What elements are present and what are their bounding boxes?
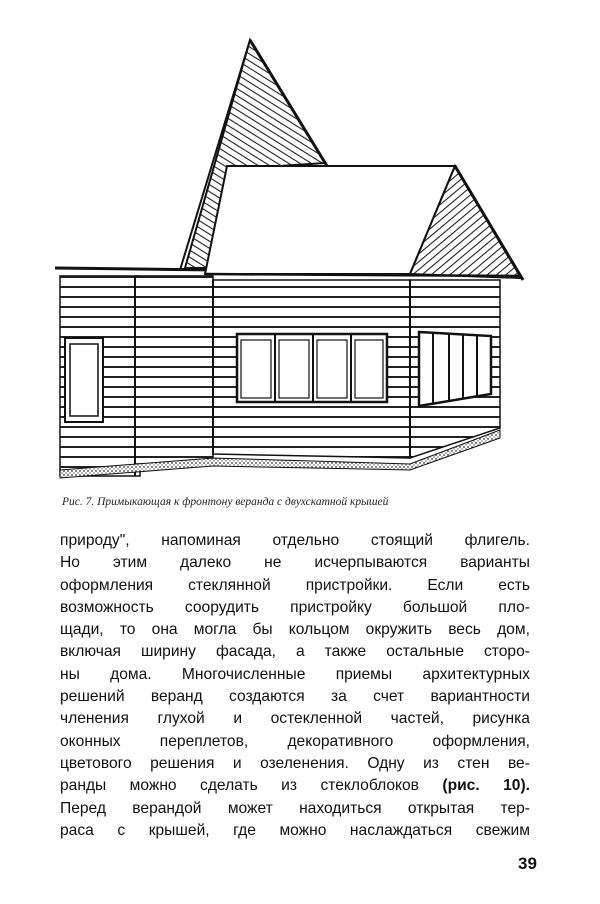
text-line xyxy=(60,664,530,686)
word: ны xyxy=(60,665,80,683)
word: глухой xyxy=(157,710,205,728)
word: рисунка xyxy=(472,710,530,728)
word: открытая xyxy=(407,799,475,817)
word: частей, xyxy=(390,710,444,728)
word: за xyxy=(330,688,347,706)
text-line xyxy=(60,798,530,820)
word: вариантности xyxy=(430,688,530,706)
word: дом, xyxy=(497,621,530,639)
figure-caption: Рис. 7. Примыкающая к фронтону веранда с двухскатной крышей xyxy=(62,496,389,508)
text-line xyxy=(60,820,530,842)
word: Многочисленные xyxy=(181,665,306,683)
word: щади, xyxy=(60,621,104,639)
word: исчерпываются xyxy=(314,554,428,572)
word: пло- xyxy=(498,598,530,616)
word: окружить xyxy=(365,621,433,639)
word: стоящий xyxy=(370,532,433,549)
word: остальные xyxy=(386,643,465,661)
word: из xyxy=(423,754,439,772)
word: пристройки. xyxy=(305,576,393,594)
word: можно xyxy=(279,821,327,839)
word: сторо- xyxy=(483,643,530,661)
word: ширину xyxy=(140,643,196,661)
word: отдельно xyxy=(272,532,340,549)
word: напоминая xyxy=(161,532,241,549)
word: счет xyxy=(373,688,405,706)
word: раса xyxy=(60,821,94,839)
word: ранды xyxy=(60,777,107,795)
word: стеклоблоков xyxy=(320,777,419,795)
body-text xyxy=(60,530,530,842)
word: Если xyxy=(427,576,464,594)
word: архитектурных xyxy=(422,665,530,683)
figure-reference: 10). xyxy=(503,777,530,795)
word: и xyxy=(232,754,242,772)
word: наслаждаться xyxy=(349,821,453,839)
veranda-walls xyxy=(213,280,500,458)
word: решений xyxy=(60,688,125,706)
word: природу", xyxy=(60,532,130,549)
word: оформления xyxy=(60,576,154,594)
word: также xyxy=(324,643,367,661)
text-line xyxy=(60,731,530,753)
word: декоративного xyxy=(287,732,394,750)
word: могла xyxy=(193,621,237,639)
word: Перед xyxy=(60,799,106,817)
word: стен xyxy=(457,754,490,772)
word: сделать xyxy=(200,777,258,795)
house-with-veranda-illustration xyxy=(55,18,525,488)
word: из xyxy=(281,777,298,795)
text-line xyxy=(60,597,530,619)
word: далеко xyxy=(180,554,232,572)
word: флигель. xyxy=(464,532,530,549)
veranda-roof xyxy=(205,166,523,280)
word: она xyxy=(151,621,178,639)
text-line xyxy=(60,775,530,797)
word: весь xyxy=(448,621,481,639)
word: включая xyxy=(60,643,121,661)
word: веранд xyxy=(150,688,203,706)
text-line xyxy=(60,753,530,775)
word: с xyxy=(117,821,126,839)
word: не xyxy=(264,554,282,572)
word: свежим xyxy=(475,821,530,839)
text-line xyxy=(60,552,530,574)
word: и xyxy=(233,710,243,728)
word: приемы xyxy=(335,665,393,683)
word: остекленной xyxy=(270,710,363,728)
main-house-wall xyxy=(55,268,215,476)
word: Но xyxy=(60,554,80,572)
word: кольцом xyxy=(288,621,350,639)
figure-reference: (рис. xyxy=(442,777,480,795)
word: соорудить xyxy=(184,598,260,616)
text-line xyxy=(60,708,530,730)
word: создаются xyxy=(229,688,305,706)
word: оконных xyxy=(60,732,121,750)
text-line xyxy=(60,619,530,641)
word: пристройку xyxy=(290,598,372,616)
word: фасада, xyxy=(215,643,277,661)
word: бы xyxy=(252,621,273,639)
word: тер- xyxy=(500,799,530,817)
figure-house-illustration xyxy=(55,18,525,488)
text-line xyxy=(60,641,530,663)
text-line xyxy=(60,686,530,708)
word: дома. xyxy=(110,665,152,683)
word: большой xyxy=(402,598,468,616)
word: решения xyxy=(150,754,215,772)
word: где xyxy=(233,821,256,839)
word: верандой xyxy=(132,799,202,817)
text-line xyxy=(60,530,530,552)
text-line xyxy=(60,575,530,597)
word: озеленения. xyxy=(260,754,349,772)
word: Одну xyxy=(367,754,405,772)
word: находиться xyxy=(299,799,382,817)
word: крышей, xyxy=(148,821,210,839)
word: можно xyxy=(129,777,177,795)
word: членения xyxy=(60,710,129,728)
word: может xyxy=(227,799,273,817)
word: есть xyxy=(498,576,530,594)
word: то xyxy=(119,621,136,639)
word: стеклянной xyxy=(188,576,271,594)
word: цветового xyxy=(60,754,132,772)
word: оформления, xyxy=(432,732,530,750)
word: ве- xyxy=(507,754,530,772)
word: переплетов, xyxy=(159,732,249,750)
word: а xyxy=(295,643,305,661)
word: этим xyxy=(112,554,148,572)
word: возможность xyxy=(60,598,154,616)
page-number: 39 xyxy=(518,854,537,873)
word: варианты xyxy=(460,554,530,572)
